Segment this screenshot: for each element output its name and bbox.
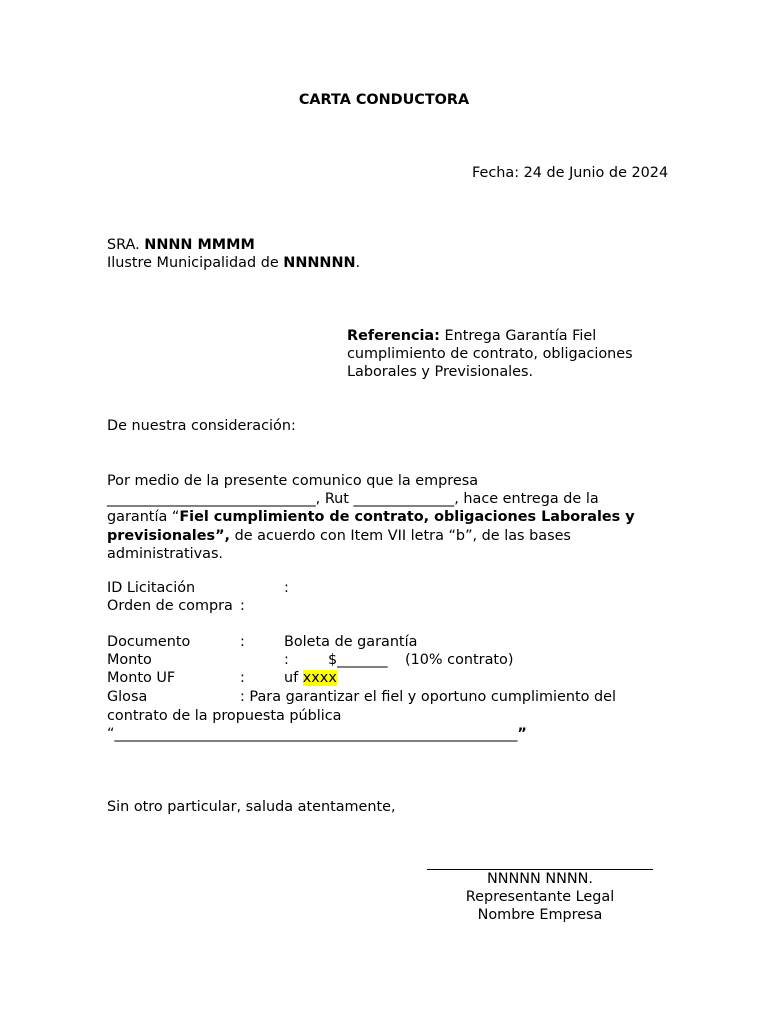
glosa-text-2: contrato de la propuesta pública: [107, 707, 342, 724]
glosa-close-quote: ”: [517, 725, 527, 742]
monto-colon: :: [284, 652, 289, 669]
reference-block: [347, 327, 633, 382]
orden-colon: :: [240, 598, 245, 615]
orden-label: Orden de compra: [107, 598, 233, 615]
body-line-3: [107, 508, 635, 526]
body-line-4-rest: de acuerdo con Item VII letra “b”, de las bases: [230, 527, 571, 544]
details-block: [107, 634, 617, 743]
body-line-4: [107, 527, 635, 545]
documento-value: Boleta de garantía: [284, 634, 418, 650]
body-line-3-prefix: garantía “: [107, 509, 180, 526]
addressee-name-line: [107, 236, 360, 254]
signature-block: [427, 853, 653, 925]
documento-colon: :: [240, 634, 245, 650]
closing-line: Sin otro particular, saluda atentamente,: [107, 799, 396, 815]
document-title: CARTA CONDUCTORA: [298, 92, 470, 108]
monto-label: Monto: [107, 652, 152, 669]
monto-uf-prefix: uf: [284, 670, 303, 687]
reference-line-1: [347, 327, 633, 345]
monto-uf-row: [107, 670, 527, 688]
licitacion-colon: :: [284, 580, 289, 596]
licitacion-label: ID Licitación: [107, 580, 196, 596]
reference-line-3: Laborales y Previsionales.: [347, 364, 534, 381]
glosa-label: Glosa: [107, 688, 148, 705]
body-line-4-bold: previsionales”,: [107, 527, 230, 544]
documento-row: [107, 634, 527, 652]
reference-line-2: cumplimiento de contrato, obligaciones: [347, 346, 633, 363]
monto-value: $_______: [328, 652, 388, 669]
municipality-name: NNNNNN: [283, 255, 356, 272]
addressee-municipality-line: [107, 254, 360, 272]
addressee-name: NNNN MMMM: [144, 237, 255, 253]
body-line-1: Por medio de la presente comunico que la empresa: [107, 473, 479, 489]
glosa-text-1: : Para garantizar el fiel y oportuno cumplimiento del: [240, 688, 617, 705]
glosa-row: [107, 688, 617, 707]
addressee-prefix: SRA.: [107, 237, 145, 253]
date-line: Fecha: 24 de Junio de 2024: [472, 165, 669, 181]
reference-label: Referencia:: [347, 328, 440, 344]
reference-text-1: Entrega Garantía Fiel: [439, 328, 597, 344]
municipality-prefix: Ilustre Municipalidad de: [107, 255, 284, 272]
signature-role: Representante Legal: [465, 889, 615, 906]
municipality-suffix: .: [355, 255, 361, 272]
body-line-5: administrativas.: [107, 545, 224, 562]
signature-company: Nombre Empresa: [477, 907, 603, 924]
body-paragraph: [107, 472, 635, 563]
glosa-blank-line: ________________________________________________________: [114, 725, 518, 742]
monto-uf-highlighted-value: xxxx: [302, 670, 337, 687]
monto-note: (10% contrato): [405, 652, 514, 669]
glosa-open-quote: “: [107, 725, 115, 742]
monto-uf-label: Monto UF: [107, 670, 176, 687]
glosa-text-3: [107, 725, 527, 743]
signature-name: NNNNN NNNN.: [486, 871, 594, 887]
addressee-block: [107, 236, 360, 272]
documento-label: Documento: [107, 634, 191, 650]
body-line-2: _____________________________, Rut ______________, hace entrega de la: [107, 491, 599, 508]
monto-uf-value-group: [284, 670, 337, 686]
body-line-3-bold: Fiel cumplimiento de contrato, obligaciones Laborales y: [179, 509, 635, 526]
monto-uf-colon: :: [240, 670, 245, 687]
greeting: De nuestra consideración:: [107, 418, 296, 434]
monto-row: [107, 652, 527, 670]
